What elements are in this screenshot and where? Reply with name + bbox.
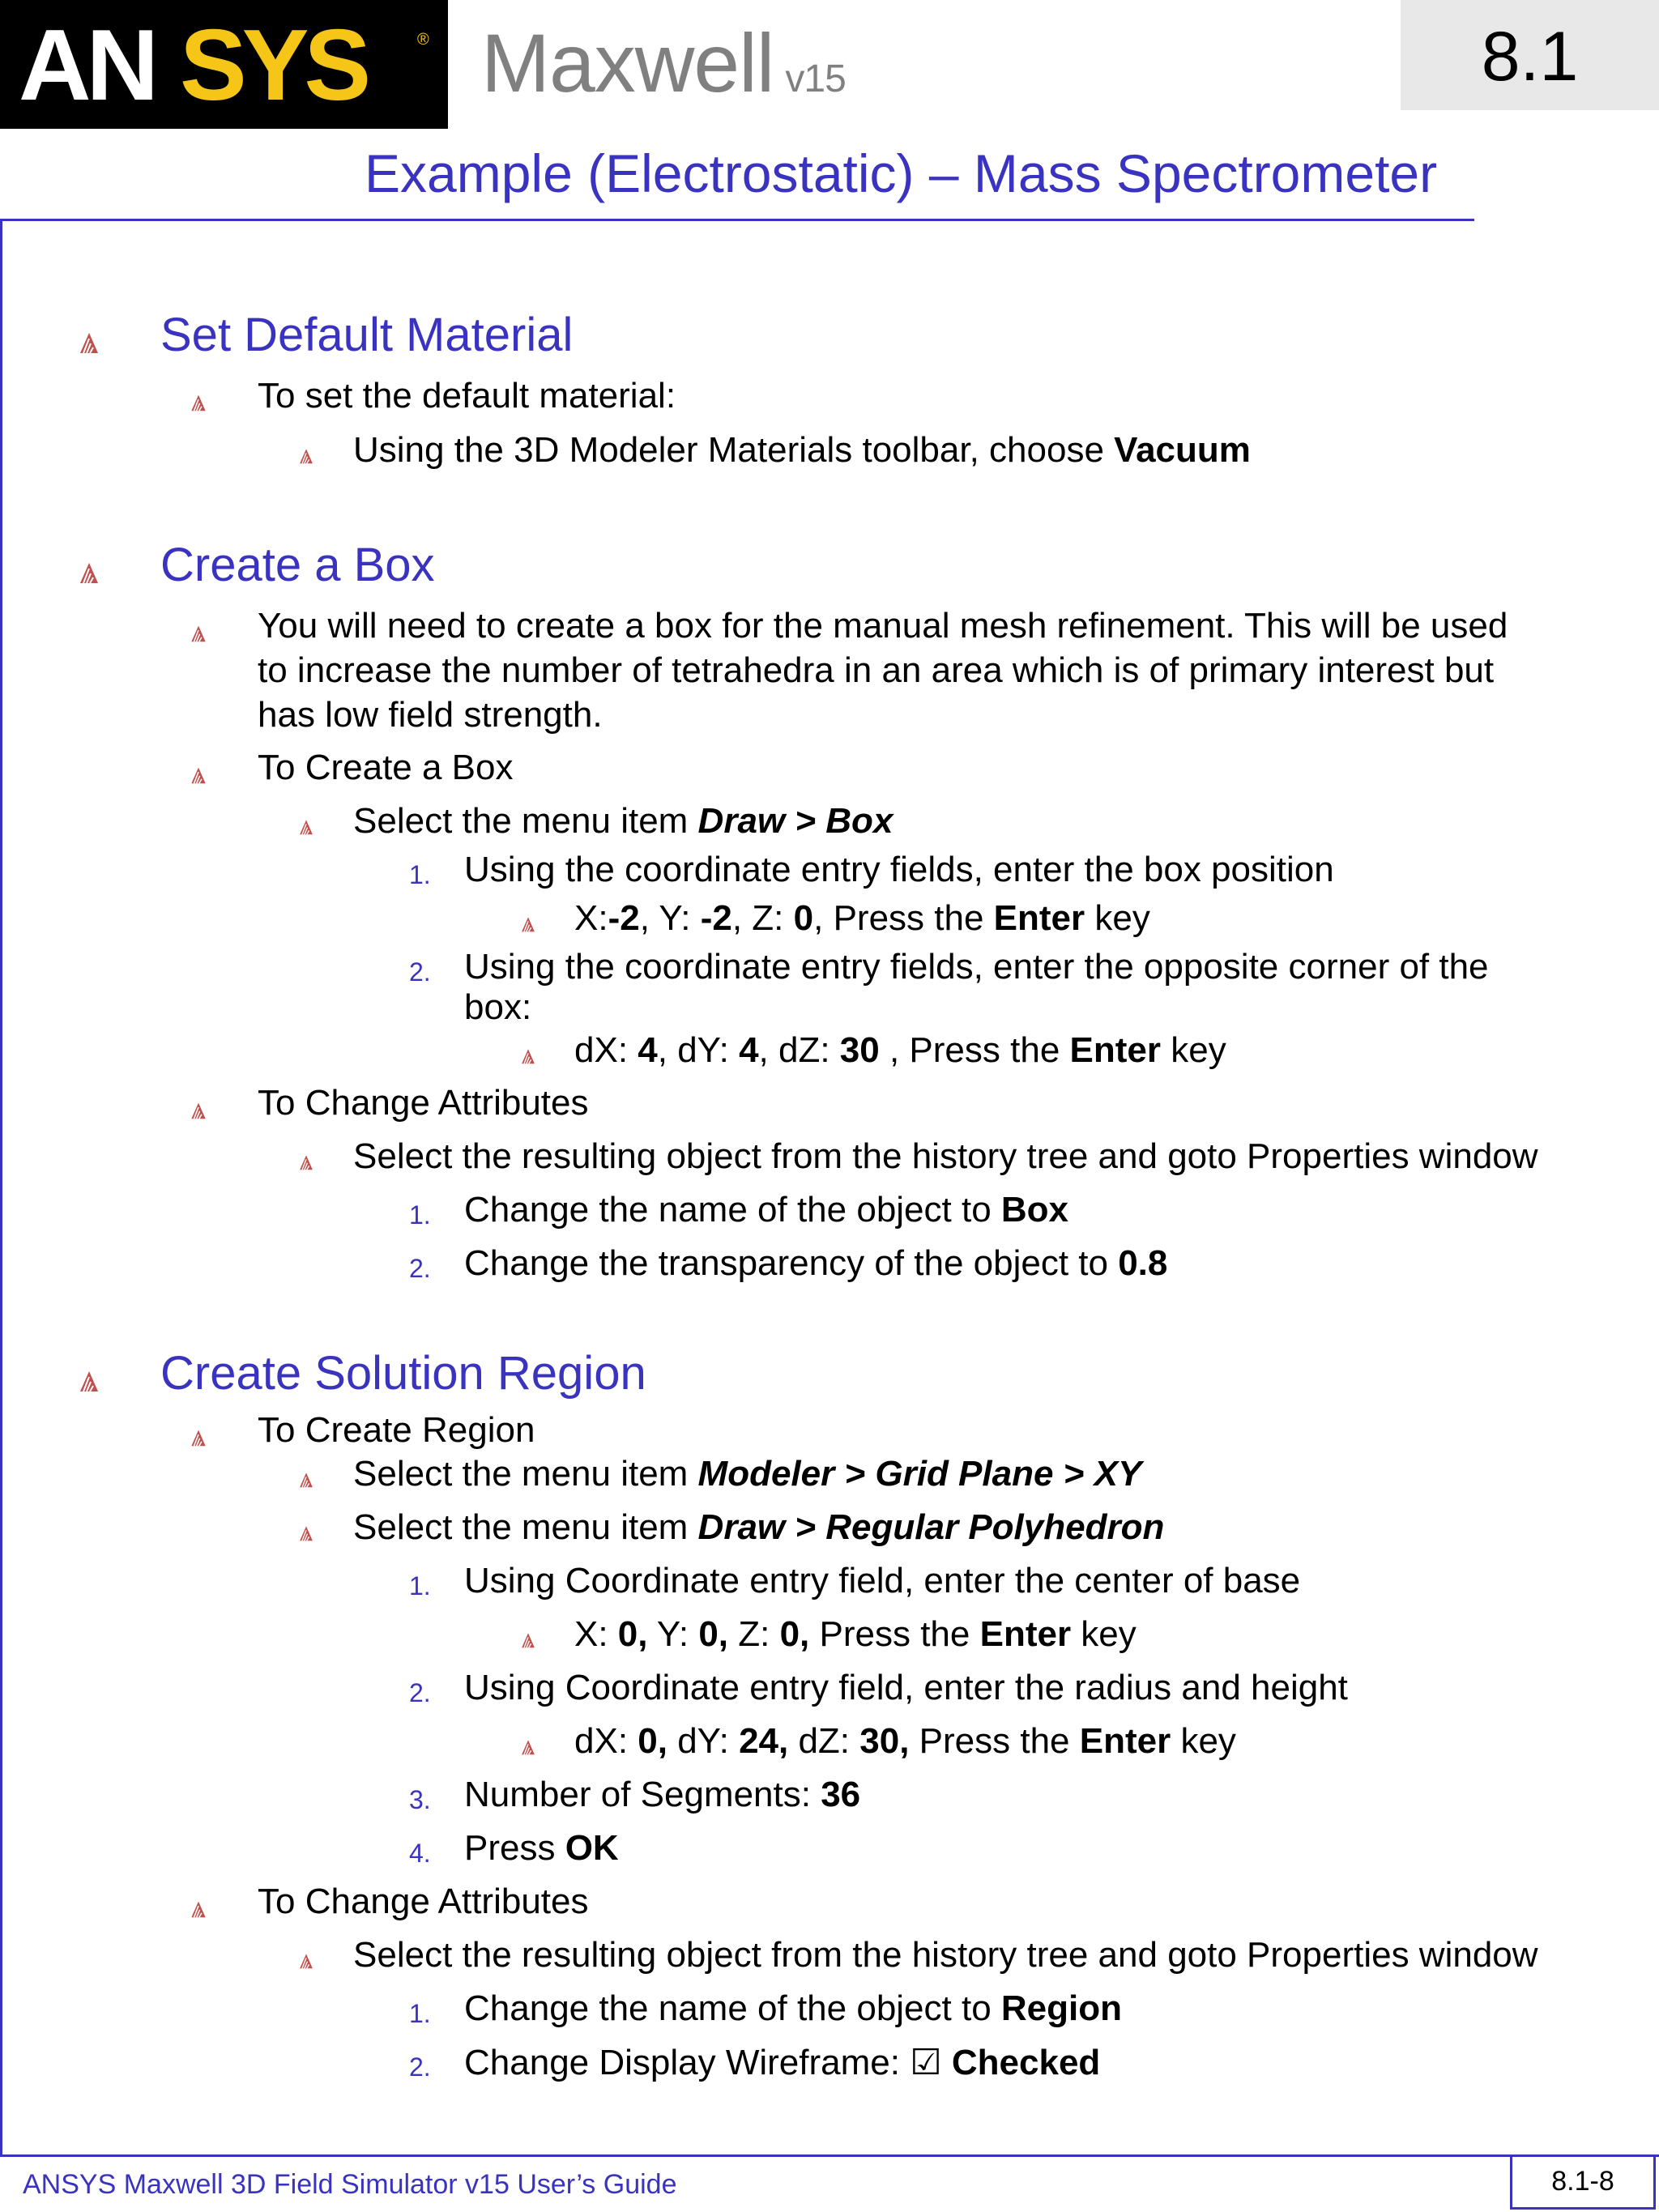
bullet-icon	[190, 1101, 207, 1124]
step-number: 1.	[409, 1571, 431, 1600]
menu-path: Modeler > Grid Plane > XY	[697, 1454, 1142, 1494]
text: , Z:	[731, 898, 794, 938]
product-title	[481, 16, 846, 111]
section-heading: Create a Box	[160, 539, 435, 591]
ansys-logo-mark	[14, 20, 435, 109]
text: Change the transparency of the object to	[464, 1243, 1119, 1283]
text: dX:	[574, 1030, 638, 1070]
item-bold: Vacuum	[1114, 430, 1251, 470]
section-heading: Create Solution Region	[160, 1347, 646, 1400]
value: -2	[608, 898, 640, 938]
text: Change the name of the object to	[464, 1988, 1001, 2028]
text: , Y:	[639, 898, 701, 938]
value: 0.8	[1118, 1243, 1168, 1283]
text: Press the	[909, 1721, 1080, 1761]
text: , dZ:	[758, 1030, 840, 1070]
checkbox-checked-icon: ☑	[910, 2043, 942, 2082]
text: Change the name of the object to	[464, 1190, 1001, 1230]
svg-text:AN: AN	[18, 19, 154, 109]
subheading-text: To set the default material:	[258, 376, 676, 416]
bullet-icon	[78, 330, 100, 359]
value: 0,	[617, 1614, 648, 1654]
svg-text:SYS: SYS	[179, 19, 366, 109]
step-text	[464, 1243, 1167, 1284]
value: 36	[821, 1775, 861, 1814]
bullet-icon	[298, 447, 314, 469]
section-heading: Set Default Material	[160, 309, 574, 361]
step-number: 1.	[409, 1999, 431, 2028]
ansys-logo	[0, 0, 448, 129]
text: key	[1161, 1030, 1226, 1070]
list-item	[353, 801, 893, 842]
step-text: box:	[464, 987, 532, 1027]
bullet-icon	[298, 1153, 314, 1175]
list-item	[353, 1507, 1164, 1548]
header-rule	[0, 219, 1474, 221]
subheading: To Create Region	[258, 1410, 535, 1450]
value: 0	[793, 898, 814, 938]
step-number: 1.	[409, 860, 431, 889]
text: , Press the	[813, 898, 994, 938]
text: key	[1171, 1721, 1236, 1761]
bullet-icon	[298, 1524, 314, 1546]
key-name: Enter	[993, 898, 1085, 938]
svg-text:®: ®	[416, 30, 429, 49]
coordinate-entry	[574, 1721, 1236, 1762]
step-number: 2.	[409, 957, 431, 987]
bullet-icon	[190, 1428, 207, 1451]
text: X:	[574, 898, 608, 938]
list-item	[353, 1454, 1141, 1494]
coordinate-entry	[574, 1030, 1226, 1071]
page-subtitle: Example (Electrostatic) – Mass Spectrometer	[365, 143, 1438, 203]
paragraph-line: has low field strength.	[258, 695, 603, 735]
value: 30	[839, 1030, 880, 1070]
menu-path: Draw > Box	[697, 801, 893, 841]
key-name: Enter	[979, 1614, 1072, 1654]
bullet-icon	[190, 765, 207, 789]
step-text	[464, 1988, 1122, 2029]
product-name: Maxwell	[481, 17, 774, 109]
text: Z:	[728, 1614, 780, 1654]
paragraph-line: to increase the number of tetrahedra in an area which is of primary interest but	[258, 650, 1495, 690]
text: Y:	[647, 1614, 699, 1654]
text: dX:	[574, 1721, 638, 1761]
value: 0,	[638, 1721, 667, 1761]
bullet-icon	[298, 1471, 314, 1493]
value: 30,	[859, 1721, 910, 1761]
bullet-icon	[190, 1899, 207, 1923]
value: 0,	[779, 1614, 810, 1654]
bullet-icon	[298, 818, 314, 840]
subheading: To Create a Box	[258, 748, 514, 787]
text: , Press the	[879, 1030, 1070, 1070]
step-text	[464, 1828, 619, 1869]
bullet-icon	[520, 1047, 536, 1069]
step-text: Using Coordinate entry field, enter the center of base	[464, 1561, 1301, 1600]
key-name: Enter	[1079, 1721, 1171, 1761]
text: Change Display Wireframe:	[464, 2043, 911, 2082]
text: X:	[574, 1614, 618, 1654]
text: Number of Segments:	[464, 1775, 821, 1814]
value: OK	[565, 1828, 619, 1868]
text: dZ:	[788, 1721, 860, 1761]
step-text	[464, 1190, 1068, 1230]
step-number: 2.	[409, 1678, 431, 1707]
item-text: Select the menu item	[353, 1454, 698, 1494]
value: 24,	[739, 1721, 789, 1761]
subheading	[258, 376, 676, 416]
product-version: v15	[785, 58, 846, 100]
menu-path: Draw > Regular Polyhedron	[697, 1507, 1165, 1547]
step-number: 2.	[409, 2052, 431, 2082]
value: 4	[638, 1030, 658, 1070]
footer-guide-title: ANSYS Maxwell 3D Field Simulator v15 User’s Guide	[23, 2169, 677, 2200]
bullet-icon	[190, 624, 207, 647]
text: dY:	[667, 1721, 740, 1761]
list-item: Select the resulting object from the history tree and goto Properties window	[353, 1136, 1538, 1176]
value: Checked	[941, 2043, 1101, 2082]
bullet-icon	[78, 1369, 100, 1397]
value: Box	[1000, 1190, 1069, 1230]
bullet-icon	[520, 915, 536, 937]
step-number: 3.	[409, 1785, 431, 1814]
step-text	[464, 2042, 1100, 2083]
step-text	[464, 1775, 860, 1815]
left-rule	[0, 219, 2, 2155]
coordinate-entry	[574, 898, 1150, 939]
item-text: Select the menu item	[353, 801, 698, 841]
step-text: Using the coordinate entry fields, enter the box position	[464, 850, 1334, 889]
bullet-icon	[78, 560, 100, 589]
page-number: 8.1-8	[1510, 2154, 1656, 2210]
coordinate-entry	[574, 1614, 1137, 1655]
text: Press the	[809, 1614, 980, 1654]
item-text: Select the menu item	[353, 1507, 698, 1547]
value: -2	[700, 898, 732, 938]
item-text: Using the 3D Modeler Materials toolbar, choose	[353, 430, 1115, 470]
subheading: To Change Attributes	[258, 1882, 589, 1921]
text: key	[1085, 898, 1150, 938]
step-number: 4.	[409, 1839, 431, 1868]
value: 4	[739, 1030, 759, 1070]
list-item	[353, 430, 1251, 471]
step-text: Using Coordinate entry field, enter the radius and height	[464, 1668, 1348, 1707]
bullet-icon	[520, 1738, 536, 1760]
list-item: Select the resulting object from the history tree and goto Properties window	[353, 1935, 1538, 1975]
bullet-icon	[190, 393, 207, 416]
value: 0,	[698, 1614, 729, 1654]
text: Press	[464, 1828, 565, 1868]
section-number: 8.1	[1401, 0, 1659, 110]
key-name: Enter	[1069, 1030, 1161, 1070]
footer-rule	[0, 2154, 1659, 2157]
bullet-icon	[520, 1631, 536, 1653]
paragraph-line: You will need to create a box for the manual mesh refinement. This will be used	[258, 606, 1508, 646]
value: Region	[1000, 1988, 1123, 2028]
step-number: 1.	[409, 1200, 431, 1230]
step-text: Using the coordinate entry fields, enter the opposite corner of the	[464, 947, 1489, 987]
bullet-icon	[298, 1952, 314, 1974]
subheading: To Change Attributes	[258, 1083, 589, 1123]
step-number: 2.	[409, 1254, 431, 1283]
text: key	[1071, 1614, 1137, 1654]
text: , dY:	[657, 1030, 740, 1070]
